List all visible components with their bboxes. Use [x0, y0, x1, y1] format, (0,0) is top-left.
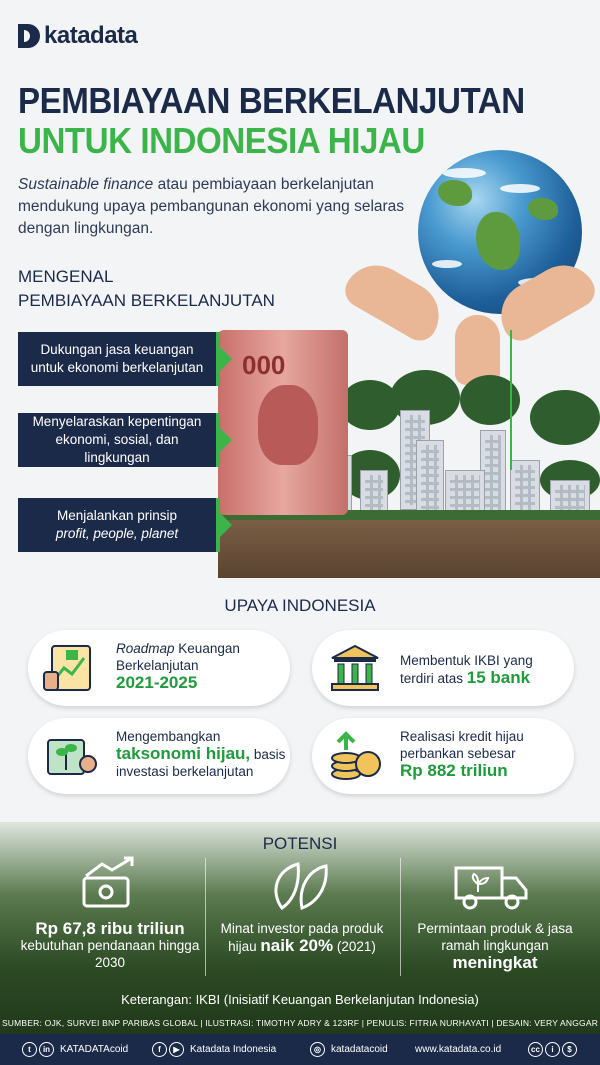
cc-icon: cc: [528, 1042, 543, 1057]
upaya-card-ikbi: Membentuk IKBI yang terdiri atas 15 bank: [312, 630, 574, 706]
upaya-card-taksonomi: Mengembangkan taksonomi hijau, basis investasi berkelanjutan: [28, 718, 290, 794]
section-title-potensi: POTENSI: [262, 834, 338, 853]
arrow-icon: [220, 428, 232, 452]
banknote-illustration: 000: [218, 330, 348, 515]
source-credit: SUMBER: OJK, SURVEI BNP PARIBAS GLOBAL | ILUSTRASI: TIMOTHY ADRY & 123RF | PENULIS: FITRIA NURHAYATI | DESAIN: VERY ANGGAR: [1, 1018, 599, 1028]
footer-handle-3: katadatacoid: [331, 1044, 388, 1055]
linkedin-icon[interactable]: in: [39, 1042, 54, 1057]
katadata-logo-icon: [18, 24, 40, 48]
roadmap-document-icon: [42, 642, 100, 694]
cc-nc-icon: $: [562, 1042, 577, 1057]
potensi-item-minat-investor: Minat investor pada produk hijau naik 20% (2021): [220, 921, 384, 955]
mengenal-item-2: Menyelaraskan kepentingan ekonomi, sosial, dan lingkungan: [18, 413, 220, 467]
divider: [400, 858, 401, 976]
section-title-mengenal: MENGENAL PEMBIAYAAN BERKELANJUTAN: [18, 267, 275, 310]
twitter-icon[interactable]: t: [22, 1042, 37, 1057]
facebook-icon[interactable]: f: [152, 1042, 167, 1057]
brand-logo: [18, 22, 137, 50]
section-title-upaya: UPAYA INDONESIA: [224, 596, 376, 615]
cc-by-icon: i: [545, 1042, 560, 1057]
brand-name: katadata: [44, 22, 138, 49]
title-line-1: PEMBIAYAAN BERKELANJUTAN: [18, 80, 525, 121]
leaf-icon: [268, 856, 332, 912]
city-scene-illustration: [200, 330, 600, 580]
money-growth-icon: [80, 856, 142, 912]
keterangan-note: Keterangan: IKBI (Inisiatif Keuangan Berkelanjutan Indonesia): [121, 992, 479, 1007]
bank-building-icon: [326, 642, 384, 694]
youtube-icon[interactable]: ▶: [169, 1042, 184, 1057]
potensi-item-permintaan: Permintaan produk & jasa ramah lingkungan meningkat: [417, 921, 573, 972]
instagram-icon[interactable]: ◎: [310, 1042, 325, 1057]
delivery-truck-icon: [452, 862, 532, 912]
footer-handle-1: KATADATAcoid: [60, 1044, 129, 1055]
coin-stack-arrow-icon: [326, 730, 384, 782]
intro-text: Sustainable finance atau pembiayaan berkelanjutan mendukung upaya pembangunan ekonomi yang selaras dengan lingkungan.: [18, 176, 405, 237]
footer-bar: [0, 1034, 600, 1065]
footer-site[interactable]: www.katadata.co.id: [415, 1044, 502, 1055]
mengenal-item-3: Menjalankan prinsip profit, people, planet: [18, 498, 220, 552]
arrow-icon: [220, 513, 232, 537]
potensi-item-pendanaan: Rp 67,8 ribu triliun kebutuhan pendanaan hingga 2030: [20, 919, 200, 970]
mengenal-item-1: Dukungan jasa keuangan untuk ekonomi berkelanjutan: [18, 332, 220, 386]
plant-in-dome-icon: [42, 730, 100, 782]
arrow-icon: [220, 347, 232, 371]
divider: [205, 858, 206, 976]
title-line-2: UNTUK INDONESIA HIJAU: [18, 120, 425, 161]
footer-handle-2: Katadata Indonesia: [190, 1044, 277, 1055]
upaya-card-roadmap: Roadmap Keuangan Berkelanjutan 2021-2025: [28, 630, 290, 706]
upaya-card-kredit: Realisasi kredit hijau perbankan sebesar Rp 882 triliun: [312, 718, 574, 794]
